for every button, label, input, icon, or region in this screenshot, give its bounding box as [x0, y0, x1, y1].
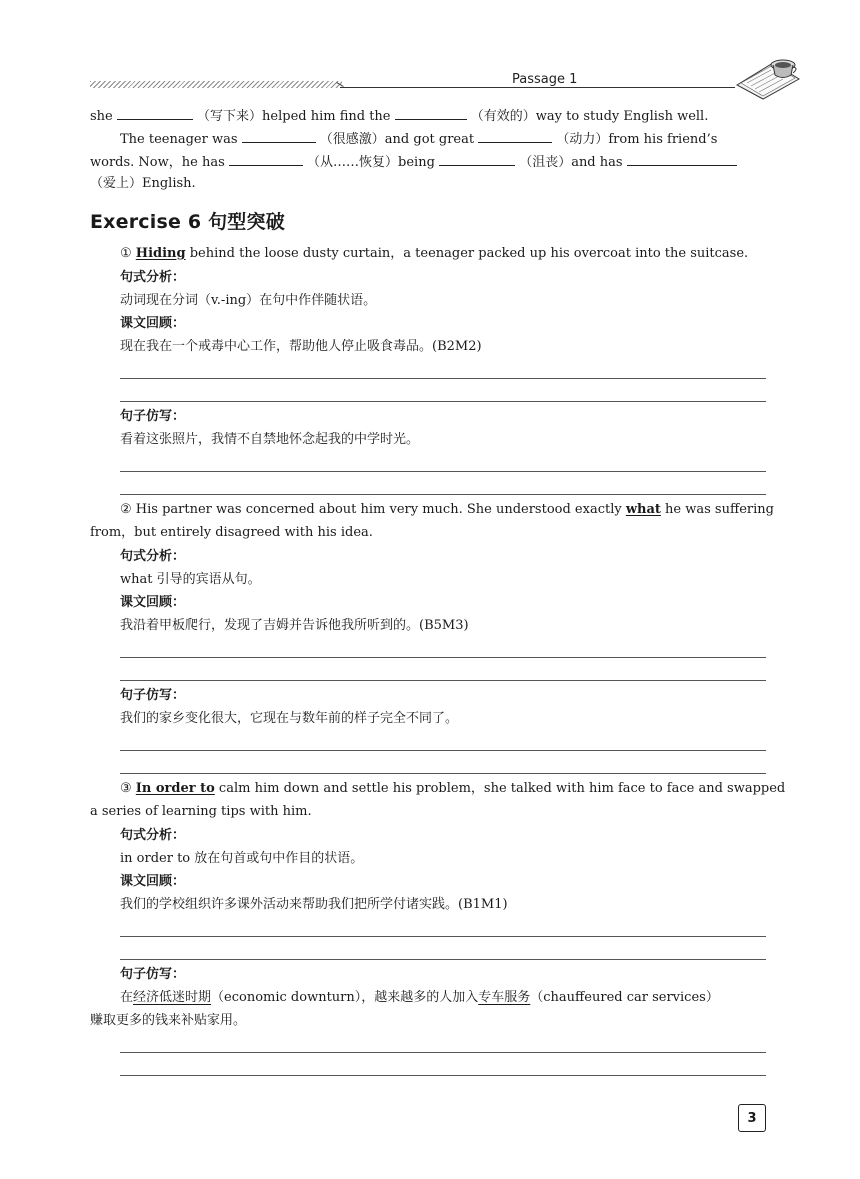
summary-line-3	[90, 153, 737, 171]
summary-line-1	[90, 107, 708, 125]
answer-line[interactable]	[120, 936, 766, 937]
blank-field[interactable]	[242, 130, 316, 143]
summary-text: she	[90, 109, 113, 124]
answer-line[interactable]	[120, 378, 766, 379]
imitation-text-cont: 赚取更多的钱来补贴家用。	[90, 1013, 247, 1028]
answer-line[interactable]	[120, 1075, 766, 1076]
answer-line[interactable]	[120, 1052, 766, 1053]
imitation-label: 句子仿写：	[120, 688, 186, 703]
underlined-term: 专车服务	[478, 990, 531, 1005]
blank-field[interactable]	[395, 107, 467, 120]
imitation-text-part: 在	[120, 990, 134, 1005]
review-label: 课文回顾：	[120, 316, 186, 331]
exercise-title: Exercise 6 句型突破	[90, 211, 285, 233]
answer-line[interactable]	[120, 750, 766, 751]
review-text: 我们的学校组织许多课外活动来帮助我们把所学付诸实践。(B1M1)	[120, 897, 508, 912]
newspaper-coffee-icon	[733, 55, 803, 100]
sentence-text: calm him down and settle his problem，she talked with him face to face and swapped	[214, 781, 786, 796]
imitation-text: 我们的家乡变化很大，它现在与数年前的样子完全不同了。	[120, 711, 459, 726]
analysis-label: 句式分析：	[120, 828, 186, 843]
blank-field[interactable]	[229, 153, 303, 166]
blank-field[interactable]	[627, 153, 737, 166]
imitation-text-part: （economic downturn），越来越多的人加入	[211, 990, 479, 1005]
answer-line[interactable]	[120, 773, 766, 774]
item-number: ③	[120, 781, 132, 796]
summary-text: （从……恢复）being	[307, 155, 435, 170]
review-label: 课文回顾：	[120, 874, 186, 889]
summary-text: （写下来）helped him find the	[197, 109, 391, 124]
item-number: ②	[120, 502, 132, 517]
passage-label: Passage 1	[512, 72, 578, 87]
summary-line-2	[120, 130, 717, 148]
answer-line[interactable]	[120, 494, 766, 495]
imitation-text	[120, 990, 719, 1006]
item-3-sentence-cont: a series of learning tips with him.	[90, 804, 312, 819]
header-rule	[340, 87, 735, 88]
analysis-text: in order to 放在句首或句中作目的状语。	[120, 851, 364, 866]
answer-line[interactable]	[120, 680, 766, 681]
summary-text: （有效的）way to study English well.	[470, 109, 709, 124]
imitation-text: 看着这张照片，我情不自禁地怀念起我的中学时光。	[120, 432, 420, 447]
summary-text: （很感激）and got great	[319, 132, 475, 147]
analysis-label: 句式分析：	[120, 270, 186, 285]
summary-text: words. Now，he has	[90, 155, 225, 170]
summary-text: （动力）from his friend’s	[556, 132, 718, 147]
answer-line[interactable]	[120, 471, 766, 472]
analysis-label: 句式分析：	[120, 549, 186, 564]
item-3-sentence	[120, 781, 785, 797]
blank-field[interactable]	[439, 153, 515, 166]
item-2-sentence-cont: from，but entirely disagreed with his idea.	[90, 525, 373, 540]
summary-text: The teenager was	[120, 132, 238, 147]
sentence-text: His partner was concerned about him very much. She understood exactly	[131, 502, 626, 517]
sentence-text: behind the loose dusty curtain，a teenager packed up his overcoat into the suitcase.	[185, 246, 749, 261]
summary-text: （沮丧）and has	[519, 155, 623, 170]
key-phrase: In order to	[135, 781, 215, 796]
item-2-sentence	[120, 502, 774, 518]
item-number: ①	[120, 246, 132, 261]
header-hatch-decoration	[90, 81, 342, 88]
imitation-label: 句子仿写：	[120, 409, 186, 424]
analysis-text: 动词现在分词（v.-ing）在句中作伴随状语。	[120, 293, 377, 308]
review-text: 现在我在一个戒毒中心工作，帮助他人停止吸食毒品。(B2M2)	[120, 339, 482, 354]
blank-field[interactable]	[117, 107, 193, 120]
summary-line-4: （爱上）English.	[90, 176, 196, 191]
key-phrase: Hiding	[135, 246, 186, 261]
review-label: 课文回顾：	[120, 595, 186, 610]
answer-line[interactable]	[120, 657, 766, 658]
underlined-term: 经济低迷时期	[133, 990, 212, 1005]
item-1-sentence	[120, 246, 748, 262]
page-number: 3	[738, 1104, 766, 1132]
imitation-label: 句子仿写：	[120, 967, 186, 982]
blank-field[interactable]	[478, 130, 552, 143]
analysis-text: what 引导的宾语从句。	[120, 572, 261, 587]
answer-line[interactable]	[120, 959, 766, 960]
imitation-text-part: （chauffeured car services）	[530, 990, 719, 1005]
review-text: 我沿着甲板爬行，发现了吉姆并告诉他我所听到的。(B5M3)	[120, 618, 469, 633]
sentence-text: he was suffering	[660, 502, 774, 517]
answer-line[interactable]	[120, 401, 766, 402]
page-header	[0, 0, 860, 100]
key-phrase: what	[625, 502, 661, 517]
